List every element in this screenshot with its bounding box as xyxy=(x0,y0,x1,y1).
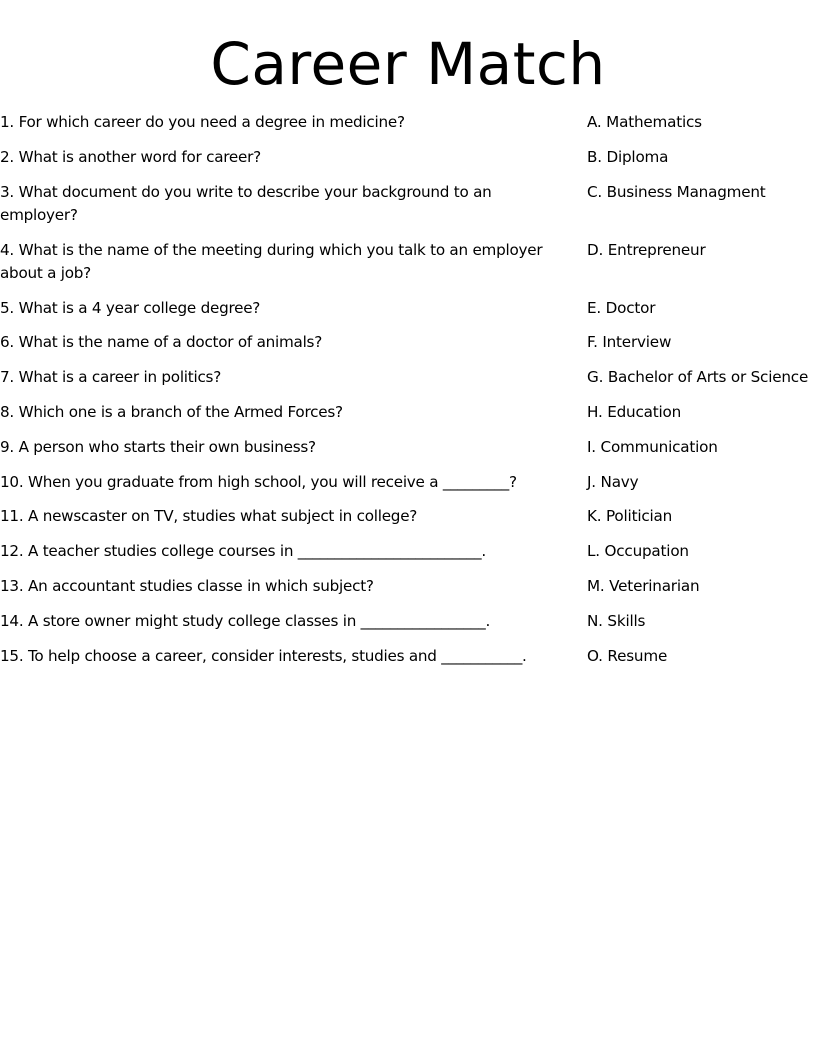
question-text: 7. What is a career in politics? xyxy=(0,368,222,387)
answer-text: E. Doctor xyxy=(587,298,656,317)
worksheet-title: Career Match xyxy=(210,30,606,98)
answer-item xyxy=(587,540,816,563)
question-text: 6. What is the name of a doctor of animals? xyxy=(0,333,323,352)
question-item xyxy=(0,505,560,528)
answer-item xyxy=(587,366,816,389)
question-text: 3. What document do you write to describe your background to an employer? xyxy=(0,182,492,224)
question-item xyxy=(0,540,560,563)
answer-text: O. Resume xyxy=(587,646,668,665)
answers-column xyxy=(587,111,816,679)
answer-text: I. Communication xyxy=(587,437,718,456)
question-item xyxy=(0,645,560,668)
answer-text: A. Mathematics xyxy=(587,113,702,131)
answer-item xyxy=(587,239,816,285)
question-text: 11. A newscaster on TV, studies what subject in college? xyxy=(0,507,418,526)
question-text: 15. To help choose a career, consider interests, studies and ___________. xyxy=(0,646,527,665)
answer-text: N. Skills xyxy=(587,611,646,630)
answer-item xyxy=(587,331,816,354)
question-text: 12. A teacher studies college courses in _________________________. xyxy=(0,542,486,561)
question-text: 2. What is another word for career? xyxy=(0,147,261,166)
answer-text: B. Diploma xyxy=(587,147,669,166)
answer-item xyxy=(587,610,816,633)
question-text: 4. What is the name of the meeting during which you talk to an employer about a job? xyxy=(0,240,543,282)
answer-item xyxy=(587,645,816,668)
question-item xyxy=(0,239,560,285)
answer-item xyxy=(587,146,816,169)
question-text: 1. For which career do you need a degree in medicine? xyxy=(0,113,405,131)
answer-text: C. Business Managment xyxy=(587,182,766,201)
answer-text: L. Occupation xyxy=(587,542,689,561)
answer-text: M. Veterinarian xyxy=(587,576,700,595)
question-item xyxy=(0,471,560,494)
answer-text: F. Interview xyxy=(587,333,672,352)
question-item xyxy=(0,111,560,134)
question-item xyxy=(0,366,560,389)
question-item xyxy=(0,181,560,227)
question-item xyxy=(0,331,560,354)
question-item xyxy=(0,146,560,169)
question-text: 5. What is a 4 year college degree? xyxy=(0,298,261,317)
question-text: 14. A store owner might study college classes in _________________. xyxy=(0,611,491,630)
question-item xyxy=(0,401,560,424)
answer-item xyxy=(587,436,816,459)
question-item xyxy=(0,297,560,320)
answer-item xyxy=(587,401,816,424)
question-text: 10. When you graduate from high school, you will receive a _________? xyxy=(0,472,517,491)
question-text: 8. Which one is a branch of the Armed Forces? xyxy=(0,402,343,421)
answer-text: D. Entrepreneur xyxy=(587,240,706,259)
question-item xyxy=(0,436,560,459)
answer-text: G. Bachelor of Arts or Science xyxy=(587,368,809,387)
answer-item xyxy=(587,575,816,598)
question-text: 9. A person who starts their own business? xyxy=(0,437,316,456)
question-item xyxy=(0,610,560,633)
answer-item xyxy=(587,471,816,494)
answer-item xyxy=(587,111,816,134)
answer-text: K. Politician xyxy=(587,507,673,526)
answer-item xyxy=(587,181,816,227)
answer-item xyxy=(587,505,816,528)
answer-text: J. Navy xyxy=(587,472,639,491)
answer-item xyxy=(587,297,816,320)
question-text: 13. An accountant studies classe in which subject? xyxy=(0,576,374,595)
answer-text: H. Education xyxy=(587,402,682,421)
questions-column xyxy=(0,111,560,679)
question-item xyxy=(0,575,560,598)
